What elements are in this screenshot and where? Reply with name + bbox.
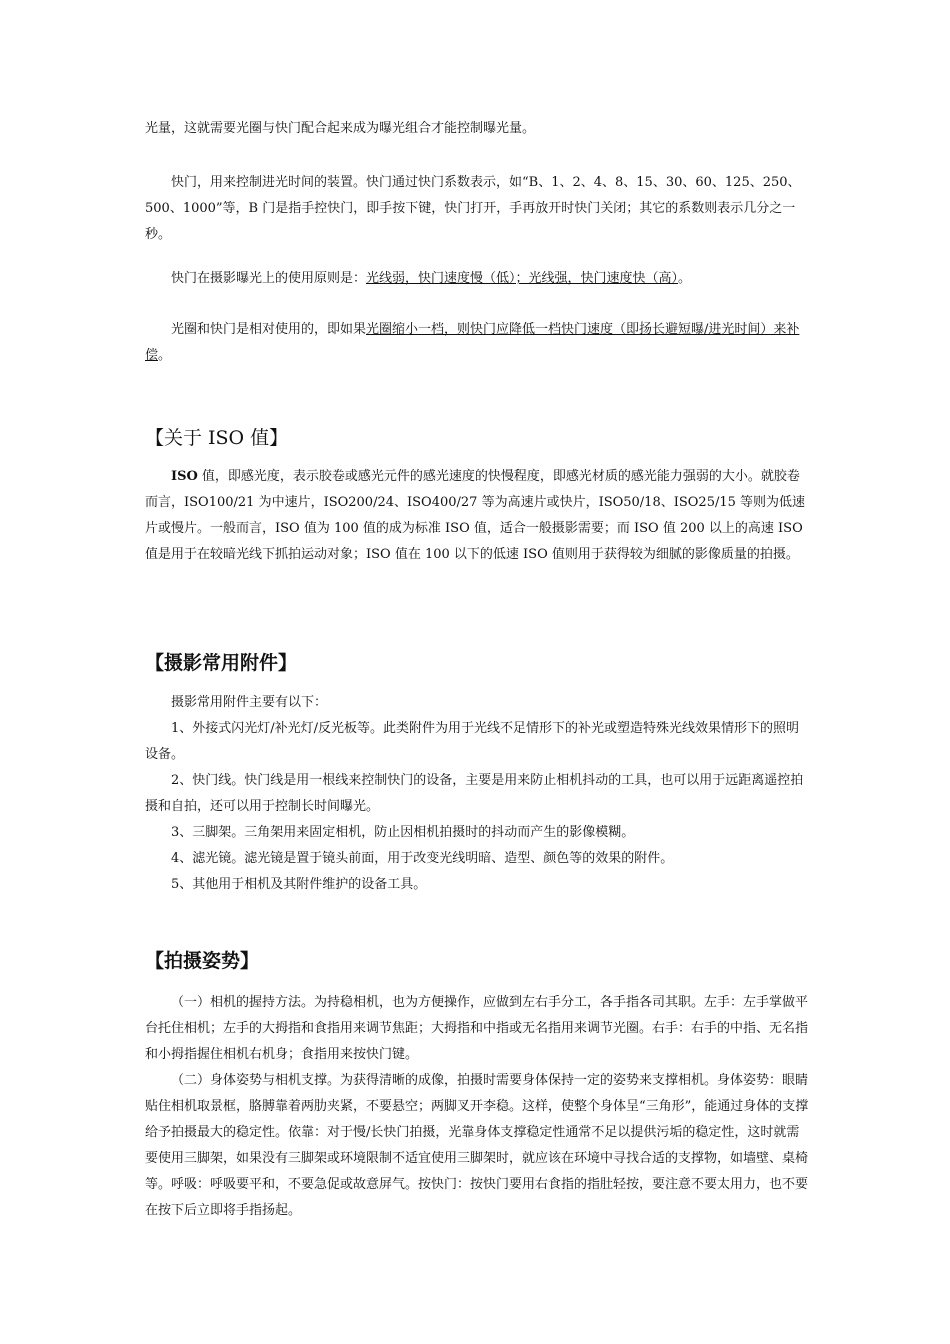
aperture-shutter-paragraph: [145, 317, 810, 369]
iso-body: 值，即感光度，表示胶卷或感光元件的感光速度的快慢程度，即感光材质的感光能力强弱的大小。就胶卷而言，ISO100/21 为中速片，ISO200/24、ISO400/27 等为高速片或快片，ISO50/18、ISO25/15 等则为低速片或慢片。一般而言，ISO 值为 100 值的成为标准 ISO 值，适合一般摄影需要；而 ISO 值 200 以上的高速 ISO 值是用于在较暗光线下抓拍运动对象；ISO 值在 100 以下的低速 ISO 值则用于获得较为细腻的影像质量的拍摄。: [145, 469, 806, 562]
iso-lead-bold: ISO: [171, 469, 198, 484]
intro-paragraph-1: 光量，这就需要光圈与快门配合起来成为曝光组合才能控制曝光量。: [145, 121, 536, 136]
accessory-item-2: 2、快门线。快门线是用一根线来控制快门的设备，主要是用来防止相机抖动的工具，也可以用于远距离遥控拍摄和自拍，还可以用于控制长时间曝光。: [145, 773, 804, 814]
accessories-intro: 摄影常用附件主要有以下：: [171, 695, 328, 710]
iso-heading: 【关于 ISO 值】: [145, 427, 289, 449]
accessory-item-4: 4、滤光镜。滤光镜是置于镜头前面，用于改变光线明暗、造型、颜色等的效果的附件。: [171, 851, 674, 866]
accessory-item-3: 3、三脚架。三角架用来固定相机，防止因相机拍摄时的抖动而产生的影像模糊。: [171, 825, 635, 840]
shutter-principle-paragraph: [145, 266, 810, 292]
accessory-item-5: 5、其他用于相机及其附件维护的设备工具。: [171, 877, 427, 892]
shutter-principle-suffix: 。: [678, 271, 692, 286]
shutter-principle-prefix: 快门在摄影曝光上的使用原则是：: [171, 271, 367, 286]
aperture-shutter-prefix: 光圈和快门是相对使用的，即如果: [171, 322, 367, 337]
aperture-shutter-suffix: 。: [158, 348, 172, 363]
posture-paragraph-1: （一）相机的握持方法。为持稳相机，也为方便操作，应做到左右手分工，各手指各司其职。左手：左手掌做平台托住相机；左手的大拇指和食指用来调节焦距；大拇指和中指或无名指用来调节光圈。右手：右手的中指、无名指和小拇指握住相机右机身；食指用来按快门键。: [145, 995, 809, 1062]
shutter-paragraph: 快门，用来控制进光时间的装置。快门通过快门系数表示，如“B、1、2、4、8、15、30、60、125、250、500、1000”等，B 门是指手控快门，即手按下键，快门打开，手再放开时快门关闭；其它的系数则表示几分之一秒。: [145, 175, 801, 242]
shutter-principle-underlined: 光线弱，快门速度慢（低）；光线强，快门速度快（高）: [366, 271, 679, 286]
accessory-item-1: 1、外接式闪光灯/补光灯/反光板等。此类附件为用于光线不足情形下的补光或塑造特殊光线效果情形下的照明设备。: [145, 721, 800, 762]
posture-paragraph-2: （二）身体姿势与相机支撑。为获得清晰的成像，拍摄时需要身体保持一定的姿势来支撑相机。身体姿势：眼睛贴住相机取景框，胳膊靠着两肋夹紧，不要悬空；两脚叉开李稳。这样，使整个身体呈“三角形”，能通过身体的支撑给予拍摄最大的稳定性。依靠：对于慢/长快门拍摄，光靠身体支撑稳定性通常不足以提供污垢的稳定性，这时就需要使用三脚架，如果没有三脚架或环境限制不适宜使用三脚架时，就应该在环境中寻找合适的支撑物，如墙壁、桌椅等。呼吸：呼吸要平和，不要急促或故意屏气。按快门：按快门要用右食指的指肚轻按，要注意不要太用力，也不要在按下后立即将手指扬起。: [145, 1073, 809, 1218]
aperture-shutter-underlined: 光圈缩小一档，则快门应降低一档快门速度（即扬长避短曝/进光时间）来补偿: [145, 322, 800, 363]
iso-paragraph: [145, 464, 810, 568]
accessories-heading: 【摄影常用附件】: [145, 652, 298, 674]
posture-heading: 【拍摄姿势】: [145, 950, 260, 972]
